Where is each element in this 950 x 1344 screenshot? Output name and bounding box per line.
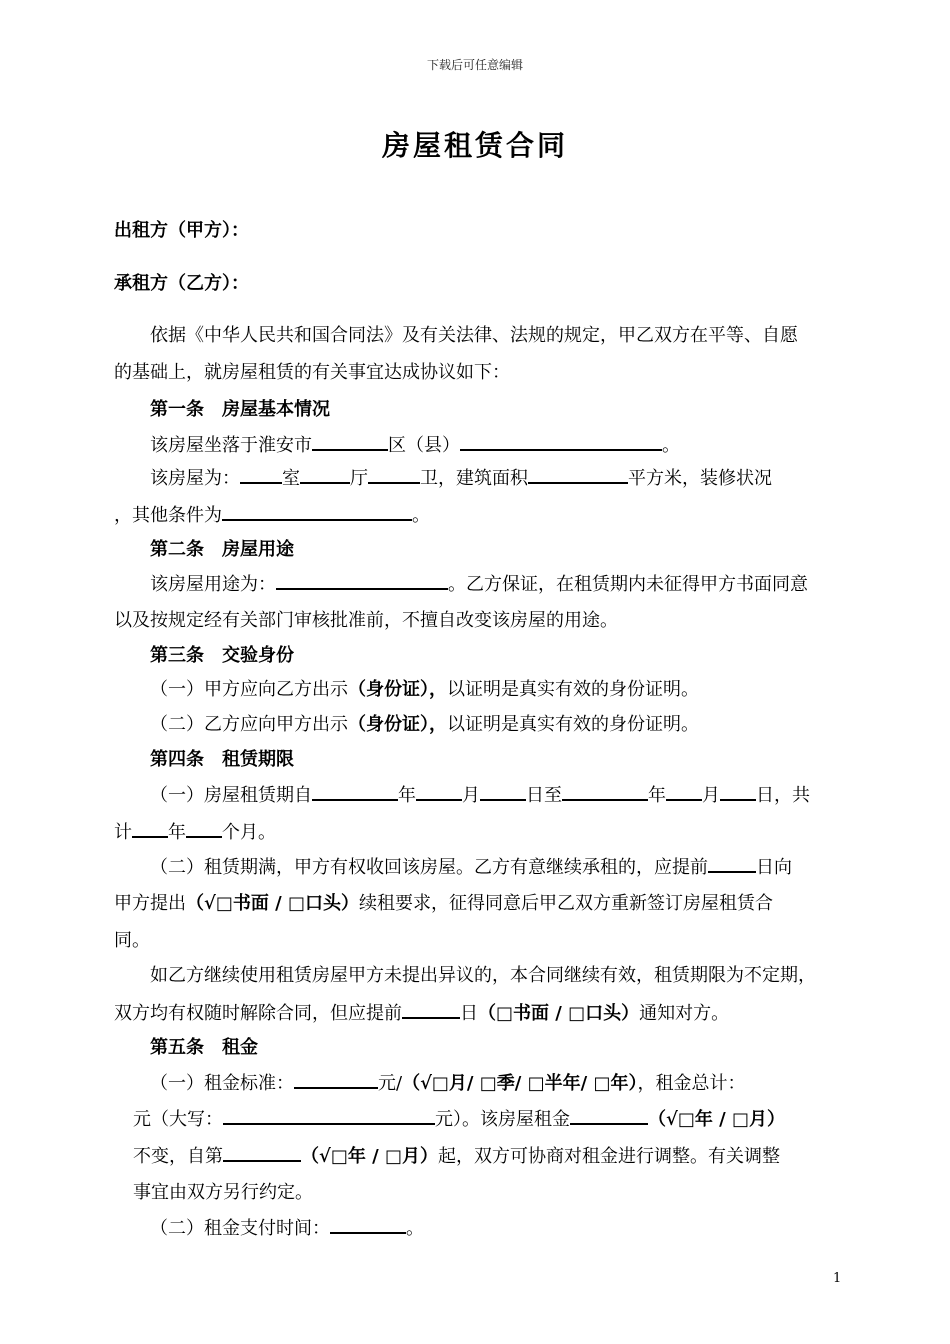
termination-method-checkboxes[interactable]: （□书面 / □口头）	[478, 1003, 640, 1024]
intro-line-1: 依据《中华人民共和国合同法》及有关法律、法规的规定，甲乙双方在平等、自愿	[150, 325, 798, 346]
article-5-title: 第五条 租金	[150, 1037, 258, 1058]
renew-notice-days-blank[interactable]	[708, 855, 756, 873]
payment-time-blank[interactable]	[330, 1216, 406, 1234]
start-year-blank[interactable]	[312, 783, 398, 801]
article-1-title: 第一条 房屋基本情况	[150, 399, 330, 420]
article-3-item-2: （二）乙方应向甲方出示（身份证），以证明是真实有效的身份证明。	[150, 714, 699, 735]
rent-amount-words-blank[interactable]	[223, 1107, 435, 1125]
article-3-item-1: （一）甲方应向乙方出示（身份证），以证明是真实有效的身份证明。	[150, 679, 699, 700]
article-5-rent-line-4: 事宜由双方另行约定。	[133, 1182, 313, 1203]
article-5-payment-time: （二）租金支付时间： 。	[150, 1218, 424, 1239]
article-3-title: 第三条 交验身份	[150, 645, 294, 666]
total-years-blank[interactable]	[132, 820, 168, 838]
adjustment-start-blank[interactable]	[223, 1144, 301, 1162]
end-month-blank[interactable]	[666, 783, 702, 801]
article-1-other: ，其他条件为 。	[114, 505, 430, 526]
county-address-blank[interactable]	[460, 433, 662, 451]
article-4-renew-line-1: （二）租赁期满，甲方有权收回该房屋。乙方有意继续承租的，应提前 日向	[150, 857, 792, 878]
article-5-rent-line-2: 元（大写： 元）。该房屋租金 （√□年 / □月）	[133, 1109, 785, 1130]
article-2-line-2: 以及按规定经有关部门审核批准前，不擅自改变该房屋的用途。	[114, 610, 618, 631]
usage-blank[interactable]	[276, 572, 448, 590]
article-2-title: 第二条 房屋用途	[150, 539, 294, 560]
article-4-indefinite-line-2: 双方均有权随时解除合同，但应提前 日（□书面 / □口头）通知对方。	[114, 1003, 730, 1024]
rent-period-checkboxes[interactable]: （√□月/ □季/ □半年/ □年）	[402, 1073, 638, 1094]
party-a-label: 出租方（甲方）：	[114, 220, 249, 241]
start-month-blank[interactable]	[416, 783, 462, 801]
end-year-blank[interactable]	[562, 783, 648, 801]
article-4-title: 第四条 租赁期限	[150, 749, 294, 770]
article-4-term-line-2: 计 年 个月。	[114, 822, 276, 843]
article-4-term-line-1: （一）房屋租赁期自 年 月 日至 年 月 日，共	[150, 785, 810, 806]
rooms-blank[interactable]	[240, 466, 282, 484]
city-district-blank[interactable]	[312, 433, 388, 451]
area-blank[interactable]	[528, 466, 628, 484]
article-4-renew-line-2: 甲方提出（√□书面 / □口头）续租要求，征得同意后甲乙双方重新签订房屋租赁合	[114, 893, 773, 914]
end-day-blank[interactable]	[720, 783, 756, 801]
party-b-label: 承租方（乙方）：	[114, 273, 249, 294]
start-day-blank[interactable]	[480, 783, 526, 801]
article-4-indefinite-line-1: 如乙方继续使用租赁房屋甲方未提出异议的，本合同继续有效，租赁期限为不定期，	[150, 965, 816, 986]
page-header: 下载后可任意编辑	[426, 58, 523, 72]
article-1-location: 该房屋坐落于淮安市 区（县） 。	[150, 435, 680, 456]
rent-amount-blank[interactable]	[294, 1071, 378, 1089]
halls-blank[interactable]	[300, 466, 350, 484]
article-4-renew-line-3: 同。	[114, 930, 150, 951]
other-conditions-blank[interactable]	[222, 503, 412, 521]
adjustment-unit-checkboxes[interactable]: （√□年 / □月）	[301, 1146, 438, 1167]
rent-fixed-period-blank[interactable]	[570, 1107, 648, 1125]
baths-blank[interactable]	[368, 466, 420, 484]
total-months-blank[interactable]	[186, 820, 222, 838]
termination-notice-days-blank[interactable]	[402, 1001, 460, 1019]
article-1-rooms: 该房屋为： 室 厅 卫，建筑面积 平方米，装修状况	[150, 468, 772, 489]
renew-method-checkboxes[interactable]: （√□书面 / □口头）	[186, 893, 359, 914]
article-5-rent-line-3: 不变，自第 （√□年 / □月）起，双方可协商对租金进行调整。有关调整	[133, 1146, 780, 1167]
rent-fixed-unit-checkboxes[interactable]: （√□年 / □月）	[648, 1109, 785, 1130]
document-title: 房屋租赁合同	[381, 129, 568, 162]
intro-line-2: 的基础上，就房屋租赁的有关事宜达成协议如下：	[114, 362, 510, 383]
article-5-rent-line-1: （一）租金标准： 元/（√□月/ □季/ □半年/ □年），租金总计：	[150, 1073, 746, 1094]
page-number: 1	[833, 1271, 842, 1286]
article-2-line-1: 该房屋用途为： 。乙方保证，在租赁期内未征得甲方书面同意	[150, 574, 808, 595]
